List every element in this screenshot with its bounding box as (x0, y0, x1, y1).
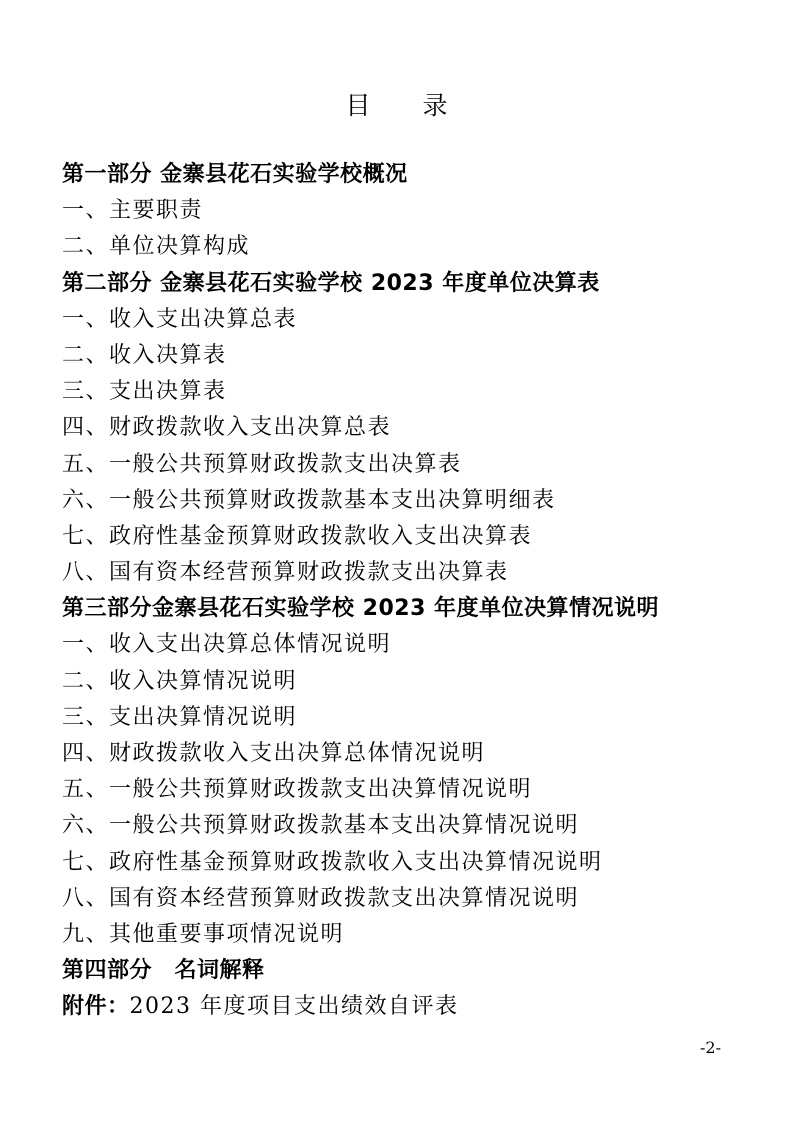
toc-item: 一、收入支出决算总体情况说明 (62, 632, 392, 658)
toc-item: 二、收入决算表 (62, 342, 227, 368)
toc-item: 四、财政拨款收入支出决算总表 (62, 415, 392, 441)
toc-item: 六、一般公共预算财政拨款基本支出决算明细表 (62, 487, 556, 513)
toc-item: 七、政府性基金预算财政拨款收入支出决算情况说明 (62, 849, 603, 875)
toc-item: 二、单位决算构成 (62, 234, 251, 260)
toc-item: 七、政府性基金预算财政拨款收入支出决算表 (62, 523, 533, 549)
toc-item: 一、主要职责 (62, 198, 204, 224)
toc-part-heading: 第三部分金寨县花石实验学校 2023 年度单位决算情况说明 (62, 596, 660, 622)
toc-item: 二、收入决算情况说明 (62, 668, 298, 694)
attachment-label: 附件： (62, 994, 130, 1020)
toc-item: 六、一般公共预算财政拨款基本支出决算情况说明 (62, 813, 580, 839)
attachment-text: 2023 年度项目支出绩效自评表 (129, 994, 459, 1020)
toc-part-heading: 第一部分 金寨县花石实验学校概况 (62, 162, 408, 187)
toc-part-heading: 第二部分 金寨县花石实验学校 2023 年度单位决算表 (62, 270, 600, 296)
toc-item: 三、支出决算情况说明 (62, 704, 298, 730)
page-number: -2- (700, 1038, 721, 1057)
toc-item: 五、一般公共预算财政拨款支出决算情况说明 (62, 777, 533, 803)
page-title: 目 录 (345, 91, 470, 120)
toc-item: 一、收入支出决算总表 (62, 306, 298, 332)
toc-attachment (62, 989, 762, 1025)
toc-item: 三、支出决算表 (62, 379, 227, 405)
toc-item: 八、国有资本经营预算财政拨款支出决算情况说明 (62, 885, 580, 911)
table-of-contents (62, 157, 762, 1026)
toc-item: 八、国有资本经营预算财政拨款支出决算表 (62, 560, 509, 586)
toc-item: 九、其他重要事项情况说明 (62, 921, 345, 947)
toc-item: 四、财政拨款收入支出决算总体情况说明 (62, 741, 486, 766)
toc-item: 五、一般公共预算财政拨款支出决算表 (62, 451, 462, 477)
toc-part-heading: 第四部分 名词解释 (62, 958, 265, 984)
